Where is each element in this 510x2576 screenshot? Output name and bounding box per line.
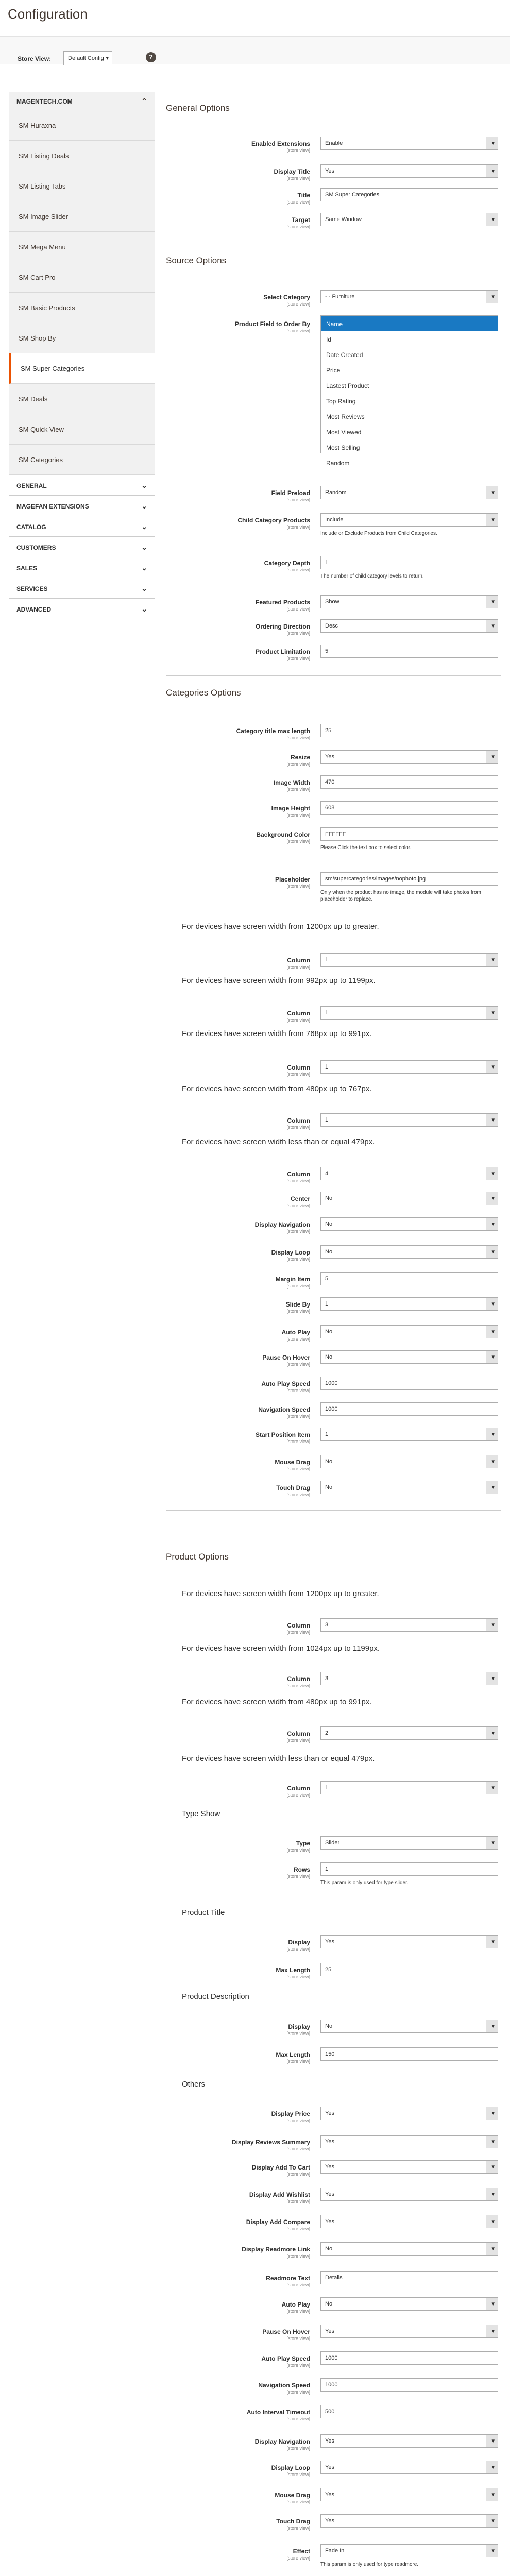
resize-select[interactable]: ▾ Yes — [320, 750, 498, 764]
mouse-drag-select[interactable]: ▾ No — [320, 1455, 498, 1468]
section-title-product-options[interactable]: Product Options — [166, 1552, 229, 1562]
scope-label: [store view] — [286, 2059, 310, 2064]
scope-label: [store view] — [286, 2526, 310, 2531]
field-label: Child Category Products — [237, 517, 310, 524]
target-select[interactable]: ▾ Same Window — [320, 213, 498, 226]
field-note: Please Click the text box to select color. — [320, 845, 412, 851]
section-title-categories-options[interactable]: Categories Options — [166, 688, 241, 698]
scope-label: [store view] — [286, 2118, 310, 2123]
column-select[interactable]: ▾ 2 — [320, 1726, 498, 1740]
field-label: Category title max length — [236, 727, 310, 735]
chevron-down-icon: ⌄ — [141, 605, 147, 613]
field-note: The number of child category levels to return. — [320, 573, 424, 579]
scope-label: [store view] — [286, 839, 310, 844]
scope-label: [store view] — [286, 1946, 310, 1952]
field-label: Center — [290, 1195, 310, 1202]
display-add-compare-select[interactable]: ▾ Yes — [320, 2215, 498, 2228]
field-label: Select Category — [263, 294, 310, 301]
field-label: Display Add Wishlist — [249, 2191, 310, 2198]
field-label: Column — [287, 957, 310, 964]
order-by-option-random[interactable]: Random — [326, 460, 350, 467]
field-label: Max Length — [276, 2051, 310, 2058]
sidebar-item-sm-categories[interactable]: SM Categories — [9, 445, 155, 475]
type-select[interactable]: ▾ Slider — [320, 1836, 498, 1850]
field-label: Column — [287, 1622, 310, 1629]
pause-on-hover-select[interactable]: ▾ No — [320, 1350, 498, 1364]
field-note: Only when the product has no image, the module will take photos from placeholder to replace. — [320, 890, 481, 902]
field-label: Start Position Item — [255, 1431, 310, 1438]
background-color-input[interactable]: FFFFFF — [320, 827, 498, 841]
scope-label: [store view] — [286, 176, 310, 181]
readmore-text-input[interactable]: Details — [320, 2271, 498, 2284]
group-heading: For devices have screen width from 480px up to 767px. — [182, 1084, 372, 1093]
scope-label: [store view] — [286, 1630, 310, 1635]
scope-label: [store view] — [286, 1072, 310, 1077]
scope-label: [store view] — [286, 1466, 310, 1471]
field-label: Ordering Direction — [255, 623, 310, 630]
field-label: Pause On Hover — [262, 2328, 310, 2335]
field-label: Display Add To Cart — [251, 2164, 310, 2171]
field-label: Display Navigation — [254, 1221, 310, 1228]
group-heading: For devices have screen width from 480px up to 991px. — [182, 1698, 372, 1706]
scope-label: [store view] — [286, 2146, 310, 2151]
field-label: Display — [288, 1939, 310, 1946]
scope-label: [store view] — [286, 301, 310, 307]
scope-label: [store view] — [286, 2282, 310, 2287]
sidebar-item-sm-basic-products[interactable]: SM Basic Products — [9, 293, 155, 323]
auto-play-select[interactable]: ▾ No — [320, 2297, 498, 2311]
order-by-multiselect[interactable] — [320, 315, 498, 467]
effect-select[interactable]: ▾ Fade In — [320, 2544, 498, 2557]
sidebar-section-label: SALES — [16, 565, 38, 572]
display-price-select[interactable]: ▾ Yes — [320, 2107, 498, 2120]
scope-label: [store view] — [286, 497, 310, 502]
field-label: Display Reviews Summary — [231, 2139, 310, 2146]
sidebar-section-catalog[interactable] — [9, 516, 155, 537]
auto-interval-timeout-input[interactable]: 500 — [320, 2405, 498, 2418]
scope-label: [store view] — [286, 1178, 310, 1183]
sidebar-sections — [9, 475, 155, 619]
child-category-products-select[interactable]: ▾ Include — [320, 513, 498, 527]
group-heading: Others — [182, 2080, 206, 2089]
scope-label: [store view] — [286, 2172, 310, 2177]
sidebar-section-label: CATALOG — [16, 523, 46, 531]
field-label: Field Preload — [271, 489, 310, 497]
field-label: Title — [297, 192, 310, 199]
sidebar-section-services[interactable] — [9, 578, 155, 599]
display-readmore-link-select[interactable]: ▾ No — [320, 2242, 498, 2256]
scope-label: [store view] — [286, 2555, 310, 2561]
scope-label: [store view] — [286, 2199, 310, 2204]
enabled-extensions-select[interactable]: ▾ Enable — [320, 137, 498, 150]
group-heading: For devices have screen width less than or equal 479px. — [182, 1754, 375, 1763]
field-preload-select[interactable]: ▾ Random — [320, 486, 498, 499]
sidebar-item-sm-deals[interactable]: SM Deals — [9, 384, 155, 414]
pause-on-hover-select[interactable]: ▾ Yes — [320, 2325, 498, 2338]
field-label: Auto Play Speed — [261, 2355, 310, 2362]
scope-label: [store view] — [286, 1257, 310, 1262]
margin-item-input[interactable]: 5 — [320, 1272, 498, 1285]
display-title-select[interactable]: ▾ Yes — [320, 164, 498, 178]
page-title: Configuration — [8, 6, 88, 22]
field-label: Enabled Extensions — [251, 140, 310, 147]
auto-play-speed-input[interactable]: 1000 — [320, 1377, 498, 1390]
field-label: Display Price — [271, 2110, 310, 2117]
scope-label: [store view] — [286, 1283, 310, 1289]
ordering-direction-select[interactable]: ▾ Desc — [320, 619, 498, 633]
column-select[interactable]: ▾ 3 — [320, 1672, 498, 1685]
sidebar-item-sm-shop-by[interactable]: SM Shop By — [9, 323, 155, 353]
scope-label: [store view] — [286, 524, 310, 530]
sidebar-section-label: SERVICES — [16, 585, 48, 592]
sidebar-item-sm-listing-deals[interactable]: SM Listing Deals — [9, 141, 155, 171]
scope-label: [store view] — [286, 1125, 310, 1130]
scope-label: [store view] — [286, 884, 310, 889]
section-title-source-options[interactable]: Source Options — [166, 256, 227, 265]
field-label: Column — [287, 1730, 310, 1737]
scope-label: [store view] — [286, 1309, 310, 1314]
store-view-label: Store View: — [18, 55, 52, 62]
field-label: Background Color — [256, 831, 310, 838]
field-label: Featured Products — [255, 599, 310, 606]
field-label: Product Field to Order By — [234, 320, 310, 328]
order-by-option-lastest-product[interactable]: Lastest Product — [326, 382, 369, 389]
scope-label: [store view] — [286, 1738, 310, 1743]
field-label: Mouse Drag — [275, 1459, 310, 1466]
chevron-down-icon: ⌄ — [141, 584, 147, 592]
scope-label: [store view] — [286, 656, 310, 661]
field-label: Column — [287, 1010, 310, 1017]
image-height-input[interactable]: 608 — [320, 801, 498, 815]
config-sidebar — [9, 92, 155, 619]
field-label: Target — [292, 216, 310, 224]
help-icon[interactable]: ? — [146, 52, 156, 62]
field-label: Display Title — [274, 168, 310, 175]
scope-label: [store view] — [286, 1229, 310, 1234]
field-label: Placeholder — [275, 876, 310, 883]
start-position-item-select[interactable]: ▾ 1 — [320, 1428, 498, 1441]
field-label: Slide By — [285, 1301, 310, 1308]
field-label: Column — [287, 1064, 310, 1071]
max-length-input[interactable]: 25 — [320, 1963, 498, 1976]
scope-label: [store view] — [286, 1362, 310, 1367]
order-by-option-date-created[interactable]: Date Created — [326, 351, 363, 359]
display-loop-select[interactable]: ▾ Yes — [320, 2461, 498, 2474]
section-divider — [166, 675, 501, 676]
scope-label: [store view] — [286, 2472, 310, 2477]
field-label: Max Length — [276, 1967, 310, 1974]
scope-label: [store view] — [286, 1336, 310, 1342]
placeholder-input[interactable]: sm/supercategories/images/nophoto.jpg — [320, 872, 498, 886]
group-heading: For devices have screen width from 1200px up to greater. — [182, 1589, 379, 1598]
group-heading: Type Show — [182, 1809, 220, 1818]
mouse-drag-select[interactable]: ▾ Yes — [320, 2488, 498, 2501]
column-select[interactable]: ▾ 1 — [320, 1006, 498, 1020]
sidebar-item-sm-quick-view[interactable]: SM Quick View — [9, 414, 155, 445]
display-add-to-cart-select[interactable]: ▾ Yes — [320, 2160, 498, 2174]
scope-label: [store view] — [286, 199, 310, 205]
scope-label: [store view] — [286, 631, 310, 636]
scope-label: [store view] — [286, 2336, 310, 2341]
field-label: Display Loop — [271, 2464, 310, 2471]
field-label: Display Navigation — [254, 2438, 310, 2445]
scope-switcher-bar — [0, 36, 510, 64]
auto-play-speed-input[interactable]: 1000 — [320, 2351, 498, 2365]
scope-label: [store view] — [286, 567, 310, 572]
scope-label: [store view] — [286, 812, 310, 818]
section-divider — [166, 1510, 501, 1511]
group-heading: For devices have screen width from 992px up to 1199px. — [182, 976, 376, 985]
section-title-general-options[interactable]: General Options — [166, 103, 230, 113]
column-select[interactable]: ▾ 3 — [320, 1618, 498, 1632]
field-label: Auto Play — [281, 2301, 310, 2308]
field-label: Column — [287, 1117, 310, 1124]
order-by-option-name[interactable]: Name — [321, 316, 498, 331]
scope-label: [store view] — [286, 1203, 310, 1208]
order-by-option-id[interactable]: Id — [326, 336, 332, 343]
sidebar-item-sm-image-slider[interactable]: SM Image Slider — [9, 201, 155, 232]
field-label: Auto Interval Timeout — [246, 2409, 310, 2416]
touch-drag-select[interactable]: ▾ No — [320, 1481, 498, 1494]
scope-label: [store view] — [286, 606, 310, 612]
scope-label: [store view] — [286, 2389, 310, 2395]
field-label: Pause On Hover — [262, 1354, 310, 1361]
field-label: Display Add Compare — [246, 2218, 310, 2226]
chevron-down-icon: ⌄ — [141, 522, 147, 531]
touch-drag-select[interactable]: ▾ Yes — [320, 2514, 498, 2528]
group-heading: For devices have screen width from 1200px up to greater. — [182, 922, 379, 931]
column-select[interactable]: ▾ 1 — [320, 1060, 498, 1074]
field-label: Auto Play — [281, 1329, 310, 1336]
category-title-max-length-input[interactable]: 25 — [320, 724, 498, 737]
order-by-option-most-selling[interactable]: Most Selling — [326, 444, 360, 451]
title-input[interactable]: SM Super Categories — [320, 188, 498, 201]
field-label: Readmore Text — [266, 2275, 310, 2282]
sidebar-section-customers[interactable] — [9, 537, 155, 557]
field-label: Column — [287, 1675, 310, 1683]
field-label: Navigation Speed — [258, 2382, 310, 2389]
scope-label: [store view] — [286, 1492, 310, 1497]
display-navigation-select[interactable]: ▾ Yes — [320, 2434, 498, 2448]
scope-label: [store view] — [286, 2416, 310, 2421]
scope-label: [store view] — [286, 2031, 310, 2036]
column-select[interactable]: ▾ 1 — [320, 953, 498, 967]
display-reviews-summary-select[interactable]: ▾ Yes — [320, 2135, 498, 2148]
select-category-select[interactable]: ▾ - - Furniture — [320, 290, 498, 303]
scope-label: [store view] — [286, 787, 310, 792]
sidebar-item-sm-huraxna[interactable]: SM Huraxna — [9, 110, 155, 141]
store-view-select[interactable]: Default Config ▾ — [63, 51, 112, 65]
scope-label: [store view] — [286, 1848, 310, 1853]
field-label: Display Readmore Link — [242, 2246, 310, 2253]
field-label: Touch Drag — [276, 1484, 310, 1492]
scope-label: [store view] — [286, 1792, 310, 1798]
column-select[interactable]: ▾ 4 — [320, 1167, 498, 1180]
scope-label: [store view] — [286, 2309, 310, 2314]
sidebar-group-label: MAGENTECH.COM — [16, 98, 73, 105]
chevron-down-icon: ⌄ — [141, 564, 147, 572]
chevron-down-icon: ⌄ — [141, 481, 147, 489]
scope-label: [store view] — [286, 2226, 310, 2231]
field-label: Image Width — [273, 779, 310, 786]
field-label: Navigation Speed — [258, 1406, 310, 1413]
max-length-input[interactable]: 150 — [320, 2047, 498, 2061]
chevron-down-icon: ⌄ — [141, 502, 147, 510]
product-limitation-input[interactable]: 5 — [320, 645, 498, 658]
group-heading: Product Title — [182, 1908, 225, 1917]
field-label: Image Height — [271, 805, 310, 812]
sidebar-section-general[interactable] — [9, 475, 155, 496]
scope-label: [store view] — [286, 1414, 310, 1419]
scope-label: [store view] — [286, 148, 310, 153]
field-label: Auto Play Speed — [261, 1380, 310, 1387]
scope-label: [store view] — [286, 2446, 310, 2451]
featured-products-select[interactable]: ▾ Show — [320, 595, 498, 608]
auto-play-select[interactable]: ▾ No — [320, 1325, 498, 1338]
sidebar-section-label: MAGEFAN EXTENSIONS — [16, 503, 89, 510]
order-by-option-price[interactable]: Price — [326, 367, 341, 374]
field-label: Category Depth — [264, 560, 310, 567]
sidebar-section-sales[interactable] — [9, 557, 155, 578]
sidebar-group-magentech[interactable] — [9, 92, 155, 110]
scope-label: [store view] — [286, 1683, 310, 1688]
field-note: This param is only used for type slider. — [320, 1880, 409, 1886]
sidebar-item-sm-super-categories[interactable]: SM Super Categories — [9, 353, 155, 384]
field-label: Resize — [290, 754, 310, 761]
scope-label: [store view] — [286, 224, 310, 229]
display-select[interactable]: ▾ Yes — [320, 1935, 498, 1948]
scope-label: [store view] — [286, 1439, 310, 1444]
field-label: Effect — [293, 2548, 310, 2555]
scope-label: [store view] — [286, 1388, 310, 1393]
scope-label: [store view] — [286, 1974, 310, 1979]
order-by-option-top-rating[interactable]: Top Rating — [326, 398, 356, 405]
scope-label: [store view] — [286, 2499, 310, 2504]
order-by-option-most-reviews[interactable]: Most Reviews — [326, 413, 365, 420]
field-label: Rows — [293, 1866, 310, 1873]
field-label: Display Loop — [271, 1249, 310, 1256]
field-label: Column — [287, 1785, 310, 1792]
sidebar-item-sm-cart-pro[interactable]: SM Cart Pro — [9, 262, 155, 293]
sidebar-section-magefan-extensions[interactable] — [9, 496, 155, 516]
chevron-down-icon: ⌄ — [141, 543, 147, 551]
category-depth-input[interactable]: 1 — [320, 556, 498, 569]
field-note: This param is only used for type readmore. — [320, 2562, 419, 2567]
group-heading: For devices have screen width from 1024px up to 1199px. — [182, 1644, 380, 1653]
column-select[interactable]: ▾ 1 — [320, 1781, 498, 1794]
group-heading: Product Description — [182, 1992, 249, 2001]
field-label: Product Limitation — [256, 648, 310, 655]
group-heading: For devices have screen width from 768px up to 991px. — [182, 1029, 372, 1038]
sidebar-section-label: ADVANCED — [16, 606, 52, 613]
field-label: Column — [287, 1171, 310, 1178]
order-by-option-most-viewed[interactable]: Most Viewed — [326, 429, 362, 436]
sidebar-item-sm-mega-menu[interactable]: SM Mega Menu — [9, 232, 155, 262]
scope-label: [store view] — [286, 328, 310, 333]
scope-label: [store view] — [286, 2253, 310, 2259]
field-label: Type — [296, 1840, 310, 1847]
scope-label: [store view] — [286, 735, 310, 740]
sidebar-section-advanced[interactable] — [9, 599, 155, 619]
field-label: Mouse Drag — [275, 2492, 310, 2499]
scope-label: [store view] — [286, 2363, 310, 2368]
scope-label: [store view] — [286, 964, 310, 970]
slide-by-select[interactable]: ▾ 1 — [320, 1297, 498, 1311]
navigation-speed-input[interactable]: 1000 — [320, 2378, 498, 2392]
column-select[interactable]: ▾ 1 — [320, 1113, 498, 1127]
scope-label: [store view] — [286, 761, 310, 767]
display-select[interactable]: ▾ No — [320, 2020, 498, 2033]
display-navigation-select[interactable]: ▾ No — [320, 1217, 498, 1231]
rows-input[interactable]: 1 — [320, 1862, 498, 1876]
display-loop-select[interactable]: ▾ No — [320, 1245, 498, 1259]
display-add-wishlist-select[interactable]: ▾ Yes — [320, 2188, 498, 2201]
chevron-up-icon: ⌃ — [141, 97, 147, 105]
sidebar-item-list — [9, 110, 155, 475]
scope-label: [store view] — [286, 1874, 310, 1879]
field-label: Margin Item — [275, 1276, 310, 1283]
field-label: Display — [288, 2023, 310, 2030]
group-heading: For devices have screen width less than or equal 479px. — [182, 1138, 375, 1146]
sidebar-section-label: CUSTOMERS — [16, 544, 56, 551]
field-label: Touch Drag — [276, 2518, 310, 2525]
sidebar-section-label: GENERAL — [16, 482, 47, 489]
scope-label: [store view] — [286, 1018, 310, 1023]
navigation-speed-input[interactable]: 1000 — [320, 1402, 498, 1416]
image-width-input[interactable]: 470 — [320, 775, 498, 789]
field-note: Include or Exclude Products from Child Categories. — [320, 531, 437, 536]
sidebar-item-sm-listing-tabs[interactable]: SM Listing Tabs — [9, 171, 155, 201]
center-select[interactable]: ▾ No — [320, 1192, 498, 1205]
